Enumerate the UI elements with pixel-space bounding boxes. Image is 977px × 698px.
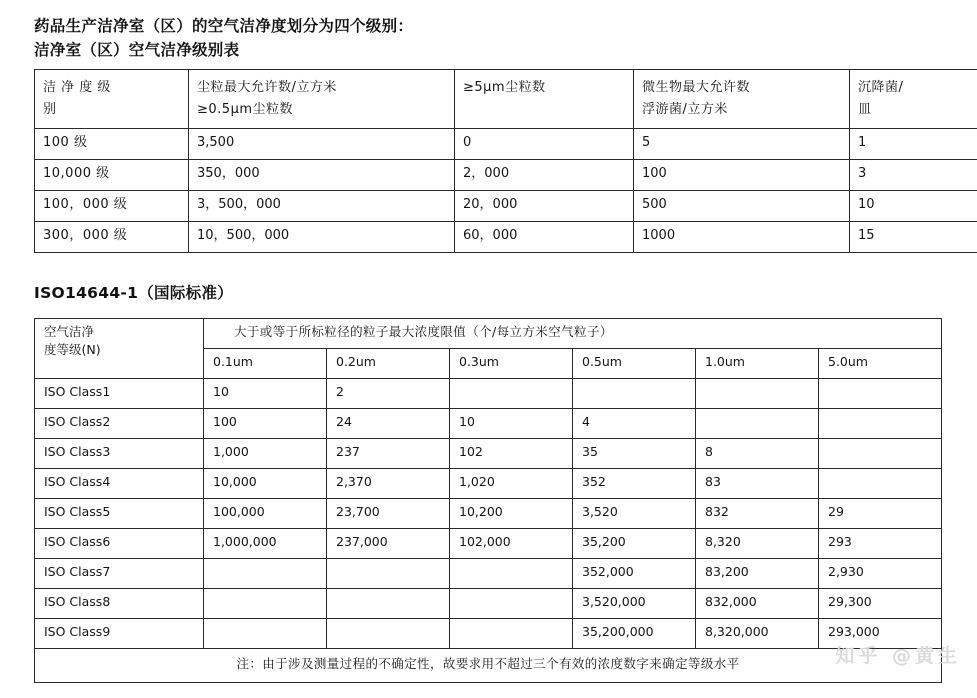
cell-value-0-2um bbox=[327, 559, 450, 589]
cell-microbe: 5 bbox=[634, 129, 850, 160]
cell-level: 100 级 bbox=[35, 129, 189, 160]
section-title-iso: ISO14644-1（国际标准） bbox=[34, 284, 234, 303]
cell-value-0-5um: 3,520,000 bbox=[573, 589, 696, 619]
cell-dust5: 2，000 bbox=[455, 160, 634, 191]
cell-iso-class: ISO Class6 bbox=[35, 529, 204, 559]
cell-settle: 1 bbox=[850, 129, 977, 160]
cell-level: 100，000 级 bbox=[35, 191, 189, 222]
header-cell-microbe bbox=[634, 70, 850, 129]
cell-settle: 10 bbox=[850, 191, 977, 222]
header-cell-size-0-5um: 0.5um bbox=[573, 349, 696, 379]
cell-value-1-0um: 83 bbox=[696, 469, 819, 499]
cell-value-1-0um bbox=[696, 409, 819, 439]
cell-settle: 3 bbox=[850, 160, 977, 191]
header-cell-level-line2: 别 bbox=[43, 102, 57, 118]
cell-value-0-1um: 1,000 bbox=[204, 439, 327, 469]
cell-value-0-2um: 237,000 bbox=[327, 529, 450, 559]
cell-dust05: 10，500，000 bbox=[189, 222, 455, 253]
cell-value-0-5um bbox=[573, 379, 696, 409]
cell-value-0-1um: 100 bbox=[204, 409, 327, 439]
header-cell-size-1-0um: 1.0um bbox=[696, 349, 819, 379]
table-row bbox=[35, 191, 977, 222]
cell-microbe: 1000 bbox=[634, 222, 850, 253]
cell-iso-class: ISO Class1 bbox=[35, 379, 204, 409]
table-row bbox=[35, 499, 942, 529]
watermark: 知乎 @黄生 bbox=[835, 645, 961, 667]
header-cell-iso-corner-line1: 空气洁净 bbox=[44, 324, 95, 340]
cell-value-5-0um: 29 bbox=[819, 499, 942, 529]
cell-value-0-2um bbox=[327, 619, 450, 649]
cell-value-1-0um bbox=[696, 379, 819, 409]
cell-dust05: 350，000 bbox=[189, 160, 455, 191]
cell-iso-class: ISO Class8 bbox=[35, 589, 204, 619]
cell-value-5-0um bbox=[819, 379, 942, 409]
cell-value-0-3um bbox=[450, 619, 573, 649]
header-cell-dust05-line2: ≥0.5μm尘粒数 bbox=[197, 102, 294, 118]
header-cell-dust05 bbox=[189, 70, 455, 129]
section-spacer bbox=[34, 253, 949, 281]
cell-dust5: 60，000 bbox=[455, 222, 634, 253]
header-cell-dust5 bbox=[455, 70, 634, 129]
cell-iso-class: ISO Class2 bbox=[35, 409, 204, 439]
cell-value-1-0um: 83,200 bbox=[696, 559, 819, 589]
cell-value-0-5um: 35,200 bbox=[573, 529, 696, 559]
cell-value-0-1um bbox=[204, 619, 327, 649]
cell-value-1-0um: 8,320 bbox=[696, 529, 819, 559]
header-cell-microbe-line2: 浮游菌/立方米 bbox=[642, 102, 728, 118]
cell-value-0-5um: 35,200,000 bbox=[573, 619, 696, 649]
cell-value-0-1um: 10 bbox=[204, 379, 327, 409]
table-row-note bbox=[35, 649, 942, 683]
iso-class-table bbox=[34, 318, 942, 683]
header-cell-level bbox=[35, 70, 189, 129]
table-row-header bbox=[35, 319, 942, 349]
cell-value-5-0um bbox=[819, 439, 942, 469]
cell-microbe: 500 bbox=[634, 191, 850, 222]
header-cell-level-line1: 洁 净 度 级 bbox=[43, 80, 111, 96]
cell-level: 10,000 级 bbox=[35, 160, 189, 191]
table-row bbox=[35, 589, 942, 619]
cell-value-5-0um: 293,000 bbox=[819, 619, 942, 649]
cell-value-0-3um: 102 bbox=[450, 439, 573, 469]
cell-value-1-0um: 832,000 bbox=[696, 589, 819, 619]
header-cell-size-5-0um: 5.0um bbox=[819, 349, 942, 379]
cell-value-0-1um: 100,000 bbox=[204, 499, 327, 529]
cell-value-0-1um bbox=[204, 589, 327, 619]
cell-value-5-0um bbox=[819, 409, 942, 439]
cell-value-0-2um: 237 bbox=[327, 439, 450, 469]
cell-value-0-1um bbox=[204, 559, 327, 589]
table-row bbox=[35, 379, 942, 409]
cell-value-5-0um bbox=[819, 469, 942, 499]
cell-value-5-0um: 293 bbox=[819, 529, 942, 559]
table-one-caption: 洁净室（区）空气洁净级别表 bbox=[34, 41, 240, 60]
cell-value-1-0um: 8,320,000 bbox=[696, 619, 819, 649]
cell-dust05: 3,500 bbox=[189, 129, 455, 160]
cell-value-0-2um: 2 bbox=[327, 379, 450, 409]
cell-iso-class: ISO Class4 bbox=[35, 469, 204, 499]
cell-value-0-5um: 4 bbox=[573, 409, 696, 439]
table-row bbox=[35, 439, 942, 469]
header-cell-size-0-2um: 0.2um bbox=[327, 349, 450, 379]
cell-dust5: 0 bbox=[455, 129, 634, 160]
cell-dust05: 3，500，000 bbox=[189, 191, 455, 222]
table-note: 注：由于涉及测量过程的不确定性，故要求用不超过三个有效的浓度数字来确定等级水平 bbox=[35, 649, 942, 683]
table-row bbox=[35, 559, 942, 589]
cell-value-0-5um: 352,000 bbox=[573, 559, 696, 589]
cell-value-5-0um: 2,930 bbox=[819, 559, 942, 589]
cell-value-1-0um: 832 bbox=[696, 499, 819, 529]
page-title: 药品生产洁净室（区）的空气洁净度划分为四个级别： bbox=[34, 17, 414, 35]
cell-value-0-1um: 1,000,000 bbox=[204, 529, 327, 559]
cell-value-0-2um: 2,370 bbox=[327, 469, 450, 499]
table-row bbox=[35, 619, 942, 649]
header-cell-dust05-line1: 尘粒最大允许数/立方米 bbox=[197, 80, 337, 96]
cell-value-0-3um: 10,200 bbox=[450, 499, 573, 529]
cleanroom-grade-table bbox=[34, 69, 977, 253]
cell-value-0-2um: 23,700 bbox=[327, 499, 450, 529]
header-cell-settle-line2: 皿 bbox=[858, 102, 872, 118]
table-row bbox=[35, 222, 977, 253]
header-cell-size-0-1um: 0.1um bbox=[204, 349, 327, 379]
cell-value-0-5um: 35 bbox=[573, 439, 696, 469]
cell-value-0-2um: 24 bbox=[327, 409, 450, 439]
cell-value-0-3um: 1,020 bbox=[450, 469, 573, 499]
cell-iso-class: ISO Class5 bbox=[35, 499, 204, 529]
cell-value-0-3um bbox=[450, 589, 573, 619]
cell-level: 300，000 级 bbox=[35, 222, 189, 253]
cell-value-0-2um bbox=[327, 589, 450, 619]
table-row bbox=[35, 129, 977, 160]
header-cell-microbe-line1: 微生物最大允许数 bbox=[642, 80, 751, 96]
cell-value-1-0um: 8 bbox=[696, 439, 819, 469]
cell-value-0-3um: 102,000 bbox=[450, 529, 573, 559]
header-cell-settle-line1: 沉降菌/ bbox=[858, 80, 904, 96]
header-cell-iso-corner bbox=[35, 319, 204, 379]
cell-dust5: 20，000 bbox=[455, 191, 634, 222]
header-cell-settle bbox=[850, 70, 977, 129]
cell-value-0-3um: 10 bbox=[450, 409, 573, 439]
section-spacer-small bbox=[34, 305, 949, 318]
cell-iso-class: ISO Class3 bbox=[35, 439, 204, 469]
cell-iso-class: ISO Class7 bbox=[35, 559, 204, 589]
table-row bbox=[35, 469, 942, 499]
cell-microbe: 100 bbox=[634, 160, 850, 191]
cell-iso-class: ISO Class9 bbox=[35, 619, 204, 649]
table-row-header bbox=[35, 70, 977, 129]
cell-value-0-1um: 10,000 bbox=[204, 469, 327, 499]
header-cell-iso-corner-line2: 度等级(N) bbox=[44, 342, 101, 358]
cell-value-0-5um: 352 bbox=[573, 469, 696, 499]
cell-value-0-3um bbox=[450, 379, 573, 409]
table-row bbox=[35, 409, 942, 439]
cell-value-0-5um: 3,520 bbox=[573, 499, 696, 529]
header-cell-size-0-3um: 0.3um bbox=[450, 349, 573, 379]
header-cell-concentration-limit: 大于或等于所标粒径的粒子最大浓度限值（个/每立方米空气粒子） bbox=[204, 319, 942, 349]
table-row bbox=[35, 529, 942, 559]
table-row bbox=[35, 160, 977, 191]
cell-settle: 15 bbox=[850, 222, 977, 253]
cell-value-5-0um: 29,300 bbox=[819, 589, 942, 619]
cell-value-0-3um bbox=[450, 559, 573, 589]
header-cell-dust5-line1: ≥5μm尘粒数 bbox=[463, 80, 546, 96]
